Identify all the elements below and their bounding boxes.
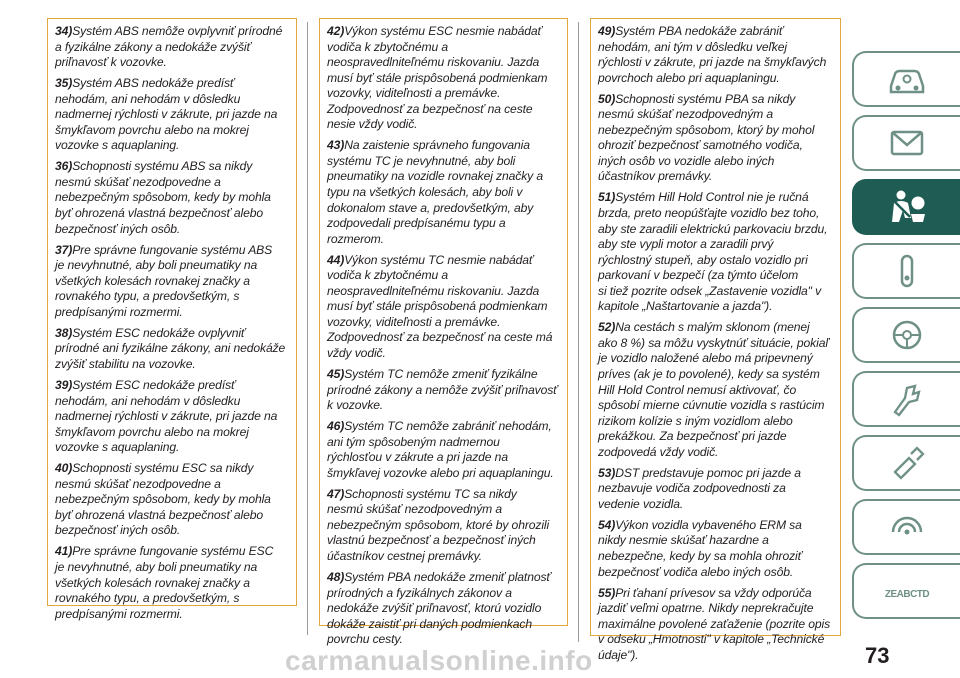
note-text-line: prekážkou. Za bezpečnosť pri jazde (598, 429, 787, 444)
warning-note (55, 461, 290, 539)
warning-note (55, 24, 290, 71)
warning-note (327, 138, 561, 247)
note-text-line: Systém ESC nedokáže predísť (72, 377, 236, 392)
note-text-line: Systém TC nemôže zabrániť nehodám, (344, 419, 552, 434)
chapter-tabs-sidebar (852, 51, 960, 627)
note-text-line: zvýšiť stabilitu na vozovke. (55, 356, 196, 371)
note-text-line: vozovky, viditeľnosti a premávke. (327, 86, 501, 101)
note-text-line: pneumatiky na vozidle rovnakej značky a (327, 169, 543, 184)
note-text-line: nesmú skúšať nezodpovedným a (598, 107, 774, 122)
page-number: 73 (865, 643, 890, 668)
note-text-line: brzda, preto neopúšťajte vozidlo bez toho, (598, 206, 820, 221)
note-text-line: predpísanými rozmermi. (55, 606, 183, 621)
note-text-line: vždy vodič. (327, 345, 386, 360)
note-first-line (55, 24, 290, 40)
key-start-icon (883, 250, 931, 292)
note-text-line: aby ste zaradili elektrickú parkovaciu brzdu, (598, 221, 828, 236)
note-text-line: rovnakého typu, a predovšetkým, s (55, 289, 240, 304)
note-text-line: nebezpečným spôsobom, ktoré by ohrozili (327, 517, 550, 532)
note-text-line: nehodám, ani tým v dôsledku veľkej (598, 39, 787, 54)
note-text-line: dokonalom stave a, predovšetkým, aby (327, 200, 534, 215)
note-first-line (55, 378, 290, 394)
note-text-line: iných osôb vo vozidle alebo iných (598, 153, 775, 168)
note-number: 35) (55, 76, 73, 91)
note-text-line: spôsobí mierne cúvnutie vozidla s rastúcim (598, 398, 825, 413)
warning-note (55, 326, 290, 373)
note-text-line: neospravedlniteľnému riskovaniu. Jazda (327, 55, 540, 70)
note-number: 34) (55, 24, 73, 38)
note-text-line: musí byť stále prispôsobená podmienkam (327, 299, 548, 314)
warning-notes-column-3 (590, 18, 841, 662)
note-first-line (55, 326, 290, 342)
note-text-line: nadmernej rýchlosti v zákrute, pri jazde na (55, 409, 278, 424)
note-text-line: nesmú skúšať nezodpovedným a (327, 502, 503, 517)
note-text-line: systému TC je nevyhnutné, aby boli (327, 153, 516, 168)
tab-emergency[interactable] (852, 307, 960, 363)
note-first-line (327, 487, 561, 503)
note-text-line: je nevyhnutné, aby boli pneumatiky na (55, 560, 258, 574)
note-text-line: nesmú skúšať nezodpovedne a (55, 174, 221, 189)
warning-note (598, 518, 834, 580)
note-number: 55) (598, 585, 616, 600)
note-text-line: bezpečnosť vodiča alebo iných osôb. (598, 564, 794, 579)
note-text-line: v odseku „Hmotnosti" v kapitole „Technické (598, 632, 825, 647)
note-text-line: Systém ESC nedokáže ovplyvniť (72, 325, 246, 340)
car-info-icon (883, 58, 931, 100)
technical-data-icon (883, 442, 931, 484)
note-number: 52) (598, 320, 616, 335)
tab-maintenance[interactable] (852, 371, 960, 427)
note-text-line: všetkých kolesách rovnakej značky a (55, 273, 250, 288)
note-first-line (598, 518, 834, 534)
warning-note (55, 544, 290, 622)
note-text-line: Systém PBA nedokáže zmeniť platnosť (344, 570, 551, 585)
note-number: 51) (598, 190, 616, 205)
note-text-line: vozovke s aquaplaning. (55, 138, 180, 153)
note-text-line: rovnakého typu, a predovšetkým, s (55, 591, 240, 606)
note-number: 38) (55, 325, 73, 340)
note-first-line (327, 570, 561, 586)
note-text-line: nebezpečným spôsobom, ktorý by mohol (598, 122, 815, 137)
note-text-line: byť ohrozená vlastná bezpečnosť alebo (55, 507, 263, 522)
alphabetical-index-icon (883, 570, 931, 612)
note-text-line: šmykľavej vozovke alebo pri aquaplaningu. (327, 465, 554, 480)
note-number: 43) (327, 138, 345, 153)
note-text-line: vozovke s aquaplaning. (55, 440, 180, 455)
note-first-line (598, 24, 834, 40)
note-text-line: Na zaistenie správneho fungovania (344, 138, 530, 153)
tab-index[interactable] (852, 563, 960, 619)
warning-note (327, 253, 561, 362)
note-first-line (598, 466, 834, 482)
note-first-line (598, 586, 834, 602)
note-text-line: si tiež pozrite odsek „Zastavenie vozidla" v (598, 283, 822, 298)
tab-dashboard[interactable] (852, 115, 960, 171)
warning-note (55, 159, 290, 237)
warning-note (327, 570, 561, 648)
tab-starting[interactable] (852, 243, 960, 299)
watermark: carmanualsonline.info (285, 645, 593, 676)
breakdown-triangle-icon (883, 314, 931, 356)
note-text-line: DST predstavuje pomoc pri jazde a (615, 465, 801, 480)
note-first-line (327, 419, 561, 435)
note-text-line: vozovky, viditeľnosti a premávke. (327, 314, 501, 329)
note-text-line: neospravedlniteľnému riskovaniu. Jazda (327, 283, 540, 298)
multimedia-icon (883, 506, 931, 548)
warning-note (55, 76, 290, 154)
note-text-line: nikdy nesmie skúšať hazardne a (598, 533, 769, 548)
dashboard-warning-icon (883, 122, 931, 164)
note-first-line (327, 253, 561, 269)
warning-note (598, 586, 834, 664)
warning-note (598, 24, 834, 86)
note-text-line: dokáže zaistiť pri daných podmienkach (327, 616, 533, 631)
note-number: 47) (327, 486, 345, 501)
note-first-line (598, 320, 834, 336)
note-number: 40) (55, 461, 73, 476)
warning-notes-column-1 (47, 18, 297, 621)
note-number: 39) (55, 377, 73, 392)
note-text-line: Systém PBA nedokáže zabrániť (615, 24, 784, 38)
note-text-line: rozmerom. (327, 231, 384, 246)
tab-multimedia[interactable] (852, 499, 960, 555)
note-text-line: príves (ak je to povolené), kedy sa systém (598, 366, 820, 381)
note-text-line: kapitole „Naštartovanie a jazda"). (598, 299, 773, 314)
note-number: 42) (327, 24, 345, 38)
note-first-line (327, 367, 561, 383)
note-text-line: údaje"). (598, 647, 639, 662)
warning-note (598, 320, 834, 460)
note-text-line: zodpovedali predpísanému typu a (327, 216, 506, 231)
warning-note (598, 190, 834, 314)
note-text-line: nesmú skúšať nezodpovedne a (55, 476, 221, 491)
warning-note (327, 487, 561, 565)
note-first-line (55, 243, 290, 259)
note-text-line: typu na všetkých kolesách, aby boli v (327, 184, 523, 199)
note-first-line (55, 159, 290, 175)
note-text-line: parkovaní v bezpečí (za týmto účelom (598, 268, 799, 283)
note-number: 41) (55, 544, 73, 559)
note-text-line: nebezpečným spôsobom, kedy by mohla (55, 190, 271, 205)
note-number: 49) (598, 24, 616, 38)
note-text-line: šmykľavom povrchu alebo na mokrej (55, 122, 249, 137)
note-text-line: vedenie vozidla. (598, 496, 684, 511)
note-text-line: ani tým spôsobeným nadmernou (327, 434, 500, 449)
note-text-line: Hill Hold Control nemusí aktivovať, čo (598, 382, 797, 397)
note-text-line: vodiča k zbytočnému a (327, 268, 448, 283)
note-number: 53) (598, 465, 616, 480)
note-text-line: k vozovke. (327, 398, 384, 413)
index-letters: ZEABCTD (884, 589, 930, 600)
note-text-line: Výkon systému TC nesmie nabádať (344, 252, 534, 267)
note-text-line: Systém Hill Hold Control nie je ručná (615, 190, 809, 205)
seatbelt-airbag-icon (883, 186, 931, 228)
note-number: 37) (55, 242, 73, 257)
note-first-line (55, 461, 290, 477)
note-text-line: predpísanými rozmermi. (55, 304, 183, 319)
note-text-line: ako 8 %) sa môžu vyskytnúť situácie, pokiaľ (598, 335, 829, 350)
note-text-line: Na cestách s malým sklonom (menej (615, 320, 810, 335)
note-number: 48) (327, 570, 345, 585)
note-text-line: ohroziť bezpečnosť samotného vodiča, (598, 138, 803, 153)
warning-notes-column-2 (319, 18, 568, 647)
tab-car-info[interactable] (852, 51, 960, 107)
maintenance-wrench-icon (883, 378, 931, 420)
note-text-line: Pre správne fungovanie systému ESC (72, 544, 274, 559)
note-text-line: Výkon vozidla vybaveného ERM sa (615, 517, 802, 532)
note-text-line: Pri ťahaní prívesov sa vždy odporúča (615, 585, 812, 600)
note-text-line: bezpečnosť iných osôb. (55, 221, 181, 236)
tab-technical-data[interactable] (852, 435, 960, 491)
note-number: 54) (598, 517, 616, 532)
note-text-line: Schopnosti systému PBA sa nikdy (615, 91, 796, 106)
note-text-line: jazdiť veľmi opatrne. Nikdy neprekračujte (598, 601, 814, 616)
note-number: 46) (327, 419, 345, 434)
note-first-line (598, 190, 834, 206)
note-first-line (55, 76, 290, 92)
note-first-line (55, 544, 290, 560)
note-text-line: nezbavuje vodiča zodpovednosti za (598, 481, 786, 496)
note-text-line: priľnavosť k vozovke. (55, 55, 167, 70)
note-text-line: je nevyhnutné, aby boli pneumatiky na (55, 258, 258, 273)
note-text-line: a fyzikálne zákony a nedokáže zvýšiť (55, 39, 251, 54)
note-text-line: nebezpečným spôsobom, kedy by mohla (55, 492, 271, 507)
note-number: 44) (327, 252, 345, 267)
warning-note (327, 367, 561, 414)
note-text-line: Systém TC nemôže zmeniť fyzikálne (344, 366, 538, 381)
warning-note (55, 243, 290, 321)
note-text-line: Systém ABS nemôže ovplyvniť prírodné (72, 24, 283, 38)
note-text-line: byť ohrozená vlastná bezpečnosť alebo (55, 206, 263, 221)
note-text-line: nehodám, ani nehodám v dôsledku (55, 91, 241, 106)
note-number: 45) (327, 366, 345, 381)
note-text-line: Schopnosti systému TC sa nikdy (344, 486, 517, 501)
note-text-line: účastníkov cestnej premávky. (327, 549, 482, 563)
note-text-line: rýchlosti v zákrute, pri jazde na šmykľavých (598, 55, 827, 70)
warning-note (598, 92, 834, 185)
note-text-line: povrchu cesty. (327, 632, 403, 647)
note-text-line: všetkých kolesách rovnakej značky a (55, 575, 250, 590)
warning-note (327, 419, 561, 481)
note-text-line: šmykľavom povrchu alebo na mokrej (55, 424, 249, 439)
note-text-line: vlastnú bezpečnosť a bezpečnosť iných (327, 533, 536, 548)
note-text-line: zodpovedá vždy vodič. (598, 444, 719, 459)
note-text-line: rizikom kolízie s iným vozidlom alebo (598, 413, 793, 428)
note-text-line: bezpečnosť iných osôb. (55, 523, 181, 538)
note-text-line: je vozidlo naložené alebo má pripevnený (598, 351, 813, 366)
note-text-line: Schopnosti systému ABS sa nikdy (72, 159, 253, 174)
note-text-line: rýchlosťou v zákrute a pri jazde na (327, 450, 508, 465)
note-text-line: prírodné zákony a nemôže zvýšiť priľnavosť (327, 382, 558, 397)
column-separator (578, 22, 579, 642)
note-number: 36) (55, 159, 73, 174)
note-first-line (327, 24, 561, 40)
note-text-line: aby ste vypli motor a zaradili prvý (598, 237, 774, 252)
note-text-line: musí byť stále prispôsobená podmienkam (327, 70, 548, 85)
warning-note (327, 24, 561, 133)
note-first-line (327, 138, 561, 154)
note-text-line: vodiča k zbytočnému a (327, 39, 448, 54)
tab-safety[interactable] (852, 179, 960, 235)
note-text-line: Zodpovednosť za bezpečnosť na ceste (327, 101, 533, 116)
note-text-line: nesie vždy vodič. (327, 117, 418, 132)
column-separator (307, 22, 308, 635)
note-text-line: Zodpovednosť za bezpečnosť na ceste má (327, 330, 553, 345)
note-first-line (598, 92, 834, 108)
note-text-line: povrchoch alebo pri aquaplaningu. (598, 70, 780, 85)
note-text-line: prírodných a fyzikálnych zákonov a (327, 585, 512, 600)
note-text-line: nehodám, ani nehodám v dôsledku (55, 393, 241, 408)
note-text-line: maximálne povolené zaťaženie (pozrite opis (598, 616, 831, 631)
note-text-line: účastníkov premávky. (598, 169, 713, 184)
note-text-line: nedokáže zvýšiť priľnavosť, ktorú vozidlo (327, 601, 542, 616)
note-text-line: nadmernej rýchlosti v zákrute, pri jazde na (55, 107, 278, 122)
note-text-line: Systém ABS nedokáže predísť (72, 76, 235, 91)
note-text-line: Pre správne fungovanie systému ABS (72, 242, 273, 257)
note-text-line: Výkon systému ESC nesmie nabádať (344, 24, 542, 38)
note-text-line: Schopnosti systému ESC sa nikdy (72, 461, 254, 476)
warning-note (598, 466, 834, 513)
note-text-line: rýchlostný stupeň, aby ostalo vozidlo pri (598, 252, 808, 267)
warning-note (55, 378, 290, 456)
note-number: 50) (598, 91, 616, 106)
note-text-line: prírodné ani fyzikálne zákony, ani nedokáže (55, 341, 286, 356)
note-text-line: nebezpečne, kedy by sa mohla ohroziť (598, 549, 802, 563)
